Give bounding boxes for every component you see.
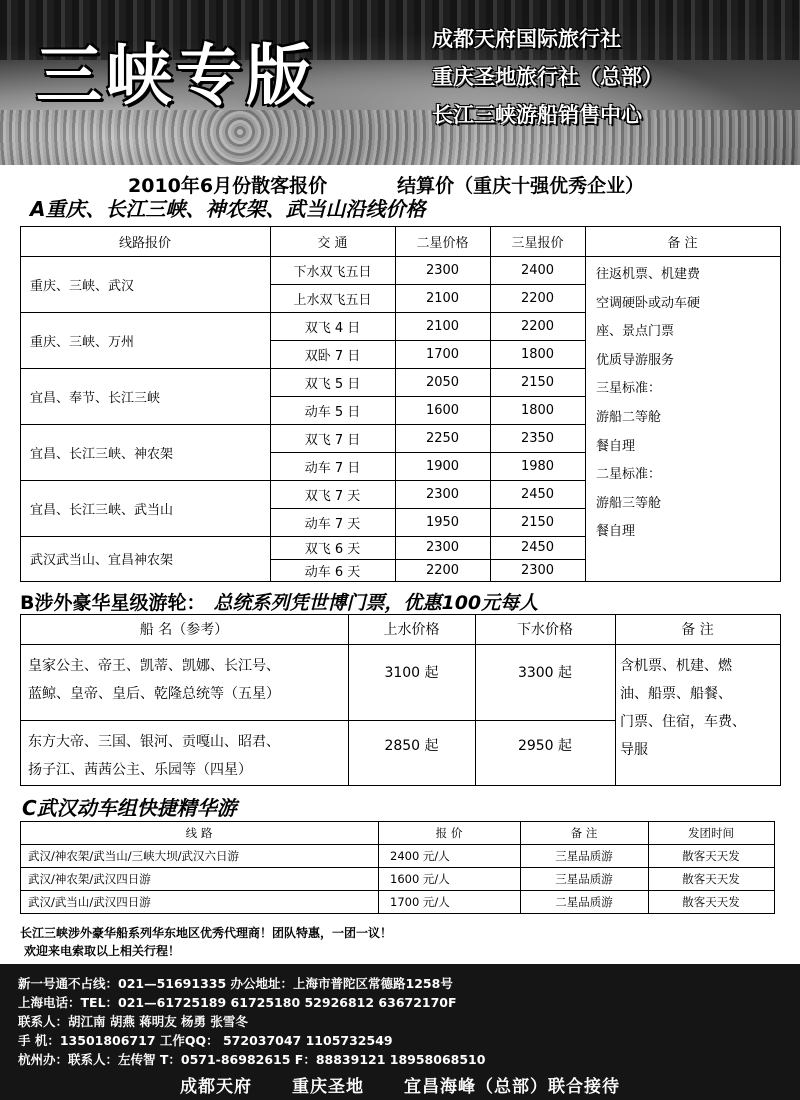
note-line: 游船三等舱 — [596, 495, 662, 511]
headline-period: 2010年6月份散客报价 — [128, 175, 328, 197]
route-note: 二星品质游 — [555, 894, 613, 909]
upstream-price: 3100 起 — [384, 665, 439, 681]
three-star-price: 2200 — [520, 318, 555, 334]
slogan-line: 长江三峡涉外豪华船系列华东地区优秀代理商！团队特惠，一团一议！ — [20, 926, 393, 940]
three-star-price: 1980 — [520, 458, 555, 474]
ship-line: 东方大帝、三国、银河、贡嘎山、昭君、 — [28, 734, 280, 750]
route-price: 2400 元/人 — [390, 848, 450, 863]
section-b-title — [20, 588, 538, 615]
note-line: 含机票、机建、燃 — [620, 658, 732, 674]
section-a-table — [20, 226, 781, 582]
header-route: 线 路 — [185, 825, 213, 840]
section-b-promo: 总统系列凭世博门票，优惠100元每人 — [213, 592, 539, 614]
contact-persons: 联系人：胡江南 胡燕 蒋明友 杨勇 张雪冬 — [18, 1014, 248, 1029]
section-a-notes — [596, 261, 776, 547]
route-schedule: 散客天天发 — [682, 871, 740, 886]
banner-rocks-texture — [0, 110, 800, 165]
route-schedule: 散客天天发 — [682, 894, 740, 909]
agency-name: 长江三峡游船销售中心 — [432, 103, 642, 127]
two-star-price: 1900 — [425, 458, 460, 474]
note-line: 往返机票、机建费 — [596, 267, 701, 282]
partner-name: 宜昌海峰（总部）联合接待 — [404, 1077, 620, 1097]
three-star-price: 2350 — [520, 430, 555, 446]
header-downstream-price: 下水价格 — [517, 622, 573, 638]
header-price: 报 价 — [435, 825, 463, 840]
shanghai-phone: 上海电话：TEL：021—61725189 61725180 52926812 63672170F — [18, 995, 457, 1010]
transport: 动车 7 天 — [304, 516, 361, 532]
contact-footer — [0, 964, 800, 1100]
header-route: 线路报价 — [118, 235, 171, 251]
three-star-price: 1800 — [520, 346, 555, 362]
note-line: 餐自理 — [596, 438, 636, 454]
route-name: 宜昌、长江三峡、神农架 — [30, 446, 174, 462]
downstream-price: 3300 起 — [517, 665, 573, 681]
header-two-star: 二星价格 — [416, 235, 469, 251]
header-notes: 备 注 — [667, 235, 698, 251]
transport: 动车 7 日 — [304, 460, 361, 476]
note-line: 游船二等舱 — [596, 409, 662, 425]
mobile-qq: 手 机：13501806717 工作QQ： 572037047 1105732549 — [18, 1033, 393, 1048]
ship-line: 扬子江、茜茜公主、乐园等（四星） — [28, 762, 252, 778]
ship-line: 蓝鲸、皇帝、皇后、乾隆总统等（五星） — [28, 686, 280, 702]
section-a-title: A重庆、长江三峡、神农架、武当山沿线价格 — [30, 197, 426, 221]
downstream-price: 2950 起 — [517, 738, 573, 754]
route-price: 1700 元/人 — [390, 894, 450, 909]
section-c-table — [20, 821, 775, 914]
ship-line: 皇家公主、帝王、凯蒂、凯娜、长江号、 — [28, 658, 280, 674]
agency-list — [432, 20, 663, 134]
note-line: 导服 — [620, 742, 648, 758]
note-line: 优质导游服务 — [596, 352, 675, 368]
header-notes: 备 注 — [570, 825, 598, 840]
route-name: 武汉/武当山/武汉四日游 — [28, 894, 151, 909]
route-name: 武汉武当山、宜昌神农架 — [30, 553, 174, 568]
hotline-address: 新一号通不占线：021—51691335 办公地址：上海市普陀区常德路1258号 — [18, 976, 453, 991]
three-star-price: 2150 — [520, 514, 555, 530]
header-banner — [0, 0, 800, 165]
transport: 双卧 7 日 — [304, 348, 361, 364]
route-note: 三星品质游 — [555, 848, 613, 863]
section-b-heading: B涉外豪华星级游轮： — [20, 592, 206, 614]
two-star-price: 2100 — [425, 290, 460, 306]
transport: 双飞 7 日 — [304, 432, 361, 448]
transport: 双飞 6 天 — [304, 542, 361, 557]
partner-name: 成都天府 — [180, 1077, 252, 1097]
header-ship-name: 船 名（参考） — [139, 622, 229, 638]
route-name: 武汉/神农架/武汉四日游 — [28, 871, 151, 886]
two-star-price: 1950 — [425, 514, 460, 530]
two-star-price: 2300 — [425, 540, 460, 555]
agency-name: 重庆圣地旅行社（总部） — [432, 65, 663, 89]
two-star-price: 2200 — [425, 562, 460, 578]
section-b-notes — [620, 652, 775, 764]
two-star-price: 2300 — [425, 262, 460, 278]
two-star-price: 2100 — [425, 318, 460, 334]
route-name: 重庆、三峡、万州 — [30, 334, 135, 350]
hangzhou-office: 杭州办：联系人：左传智 T：0571-86982615 F：88839121 18958068510 — [18, 1052, 486, 1067]
section-b-table — [20, 614, 781, 786]
two-star-price: 1600 — [425, 402, 460, 418]
transport: 下水双飞五日 — [293, 264, 372, 280]
route-schedule: 散客天天发 — [682, 848, 740, 863]
three-star-price: 2450 — [520, 486, 555, 502]
transport: 上水双飞五日 — [293, 292, 372, 308]
transport: 双飞 5 日 — [304, 376, 361, 392]
ship-list-five-star — [28, 652, 353, 708]
agency-slogan — [20, 924, 392, 960]
two-star-price: 1700 — [425, 346, 460, 362]
upstream-price: 2850 起 — [384, 738, 439, 754]
route-name: 宜昌、长江三峡、武当山 — [30, 502, 174, 518]
transport: 双飞 4 日 — [304, 320, 361, 336]
two-star-price: 2050 — [425, 374, 460, 390]
route-name: 宜昌、奉节、长江三峡 — [30, 390, 161, 406]
partner-name: 重庆圣地 — [292, 1077, 364, 1097]
header-three-star: 三星报价 — [511, 235, 564, 251]
header-transport: 交 通 — [317, 235, 348, 251]
note-line: 门票、住宿，车费、 — [620, 714, 746, 730]
transport: 动车 5 日 — [304, 404, 361, 420]
note-line: 座、景点门票 — [596, 324, 675, 340]
ship-list-four-star — [28, 728, 353, 784]
route-name: 武汉/神农架/武当山/三峡大坝/武汉六日游 — [28, 848, 239, 863]
three-star-price: 2300 — [520, 562, 555, 578]
headline-settlement: 结算价（重庆十强优秀企业） — [397, 175, 645, 197]
header-notes: 备 注 — [681, 622, 714, 638]
note-line: 二星标准： — [596, 467, 662, 483]
page-title: 三峡专版 — [36, 37, 316, 114]
note-line: 三星标准： — [596, 381, 662, 397]
note-line: 餐自理 — [596, 524, 636, 540]
transport: 双飞 7 天 — [304, 488, 361, 504]
route-name: 重庆、三峡、武汉 — [30, 278, 135, 294]
three-star-price: 2200 — [520, 290, 555, 306]
agency-name: 成都天府国际旅行社 — [432, 27, 621, 51]
route-note: 三星品质游 — [555, 871, 613, 886]
note-line: 油、船票、船餐、 — [620, 686, 732, 702]
two-star-price: 2250 — [425, 430, 460, 446]
two-star-price: 2300 — [425, 486, 460, 502]
transport: 动车 6 天 — [304, 564, 361, 580]
header-upstream-price: 上水价格 — [383, 622, 440, 638]
route-price: 1600 元/人 — [390, 871, 450, 886]
note-line: 空调硬卧或动车硬 — [596, 295, 701, 311]
partner-line — [0, 1072, 800, 1097]
section-c-title: C武汉动车组快捷精华游 — [22, 796, 237, 820]
three-star-price: 1800 — [520, 402, 555, 418]
three-star-price: 2150 — [520, 374, 555, 390]
three-star-price: 2450 — [520, 540, 555, 555]
header-schedule: 发团时间 — [688, 825, 734, 840]
three-star-price: 2400 — [520, 262, 555, 278]
slogan-line: 欢迎来电索取以上相关行程！ — [24, 944, 181, 958]
